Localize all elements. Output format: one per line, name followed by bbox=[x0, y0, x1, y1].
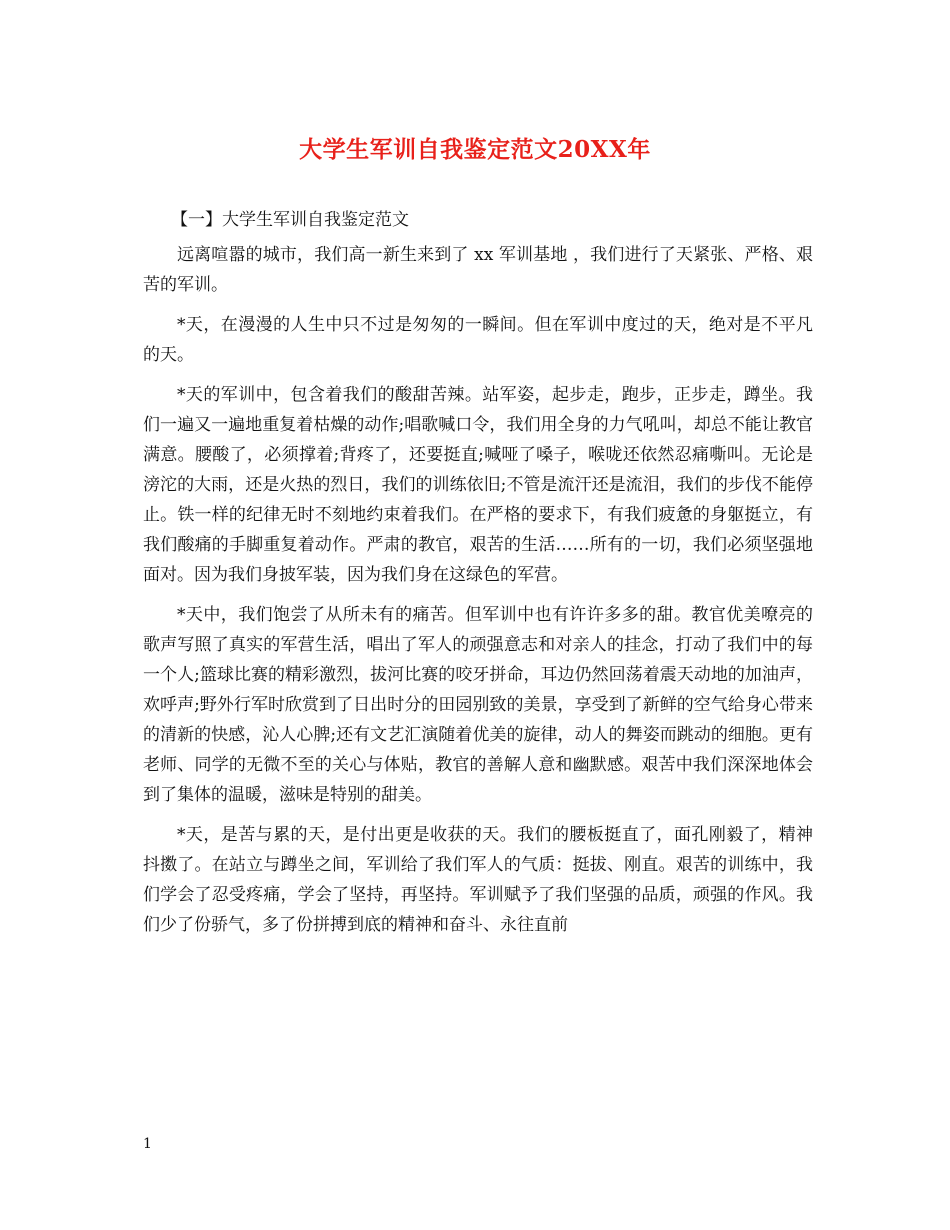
paragraph-5: *天，是苦与累的天，是付出更是收获的天。我们的腰板挺直了，面孔刚毅了，精神抖擞了。在站立与蹲坐之间，军训给了我们军人的气质：挺拔、刚直。艰苦的训练中，我们学会了忍受疼痛，学会了坚持，再坚持。军训赋予了我们坚强的品质，顽强的作风。我们少了份骄气，多了份拼搏到底的精神和奋斗、永往直前 bbox=[143, 825, 813, 935]
paragraph-3: *天的军训中，包含着我们的酸甜苦辣。站军姿，起步走，跑步，正步走，蹲坐。我们一遍又一遍地重复着枯燥的动作;唱歌喊口令，我们用全身的力气吼叫，却总不能让教官满意。腰酸了，必须撑着;背疼了，还要挺直;喊哑了嗓子，喉咙还依然忍痛嘶叫。无论是滂沱的大雨，还是火热的烈日，我们的训练依旧;不管是流汗还是流泪，我们的步伐不能停止。铁一样的纪律无时不刻地约束着我们。在严格的要求下，有我们疲惫的身躯挺立，有我们酸痛的手脚重复着动作。严肃的教官，艰苦的生活……所有的一切，我们必须坚强地面对。因为我们身披军装，因为我们身在这绿色的军营。 bbox=[143, 385, 813, 585]
paragraph-2: *天，在漫漫的人生中只不过是匆匆的一瞬间。但在军训中度过的天，绝对是不平凡的天。 bbox=[143, 315, 813, 365]
page-number: 1 bbox=[143, 1136, 152, 1152]
section-heading: 【一】大学生军训自我鉴定范文 bbox=[171, 210, 409, 230]
document-body bbox=[143, 240, 813, 950]
paragraph-1: 远离喧嚣的城市，我们高一新生来到了 xx 军训基地 ，我们进行了天紧张、严格、艰苦的军训。 bbox=[143, 245, 813, 295]
paragraph-4: *天中，我们饱尝了从所未有的痛苦。但军训中也有许许多多的甜。教官优美嘹亮的歌声写照了真实的军营生活，唱出了军人的顽强意志和对亲人的挂念，打动了我们中的每一个人;篮球比赛的精彩激烈，拔河比赛的咬牙拼命，耳边仍然回荡着震天动地的加油声，欢呼声;野外行军时欣赏到了日出时分的田园别致的美景，享受到了新鲜的空气给身心带来的清新的快感，沁人心脾;还有文艺汇演随着优美的旋律，动人的舞姿而跳动的细胞。更有老师、同学的无微不至的关心与体贴，教官的善解人意和幽默感。艰苦中我们深深地体会到了集体的温暖，滋味是特别的甜美。 bbox=[143, 605, 813, 805]
document-title: 大学生军训自我鉴定范文20XX年 bbox=[299, 136, 651, 163]
